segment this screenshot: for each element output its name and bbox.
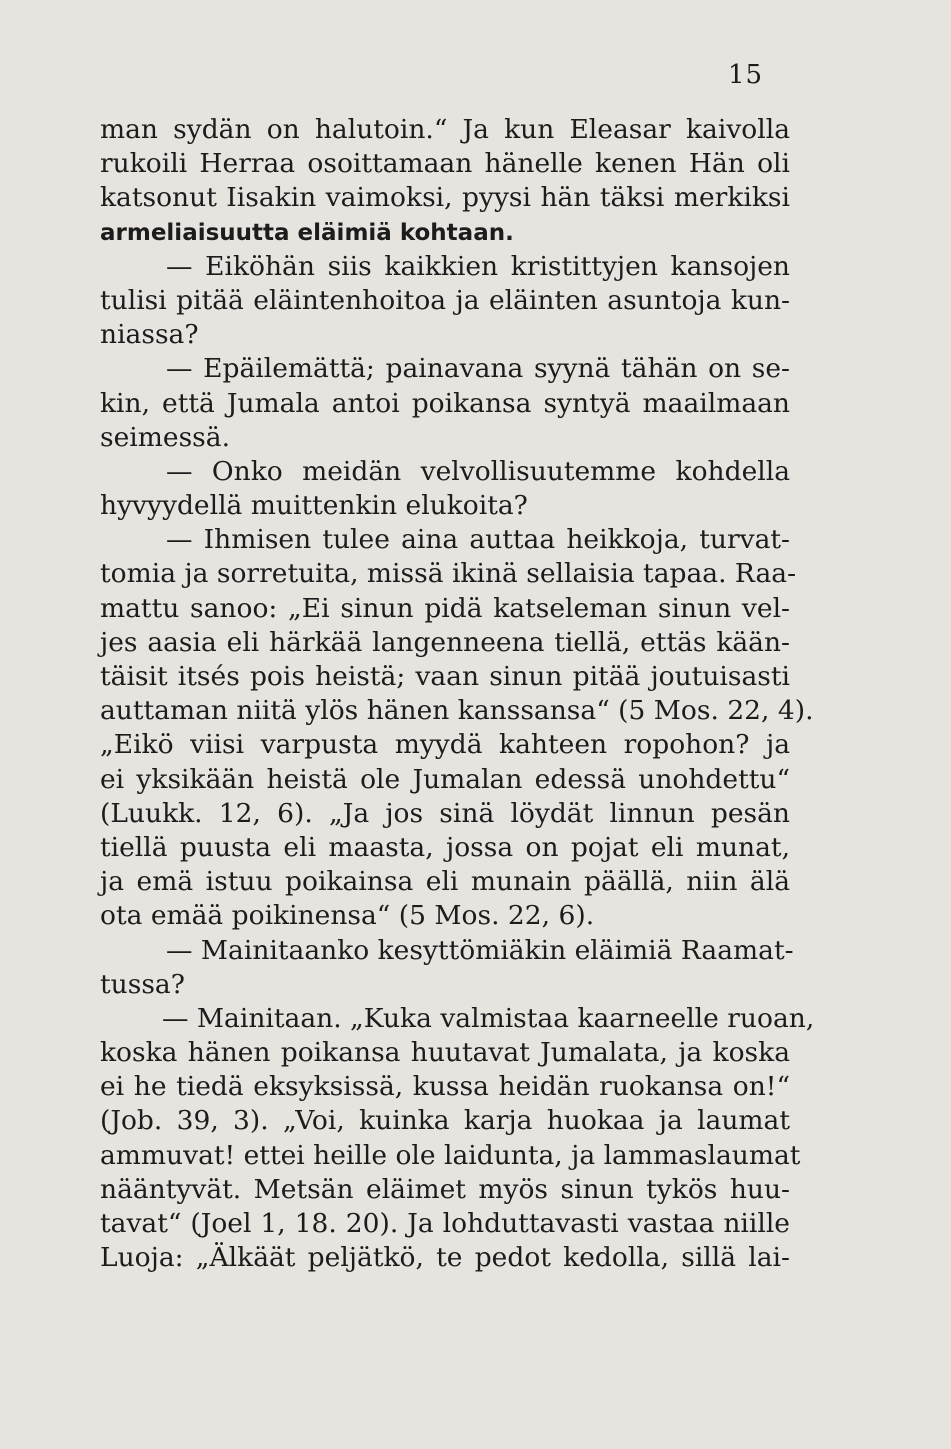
text-line: „Eikö viisi varpusta myydä kahteen ropohon? ja (100, 729, 790, 761)
text-line: (Luukk. 12, 6). „Ja jos sinä löydät linnun pesän (100, 797, 790, 829)
text-line: tomia ja sorretuita, missä ikinä sellaisia tapaa. Raa- (100, 558, 797, 590)
text-line: katsonut Iisakin vaimoksi, pyysi hän täksi merkiksi (100, 182, 790, 214)
text-line: — Onko meidän velvollisuutemme kohdella (166, 455, 790, 487)
text-line: — Mainitaan. „Kuka valmistaa kaarneelle ruoan, (162, 1002, 815, 1034)
text-line: — Ihmisen tulee aina auttaa heikkoja, turvat- (166, 524, 790, 556)
text-line: hyvyydellä muittenkin elukoita? (100, 490, 528, 522)
text-line: seimessä. (100, 421, 230, 453)
text-line: ammuvat! ettei heille ole laidunta, ja lammaslaumat (100, 1139, 801, 1171)
text-line: mattu sanoo: „Ei sinun pidä katseleman sinun vel- (100, 592, 790, 624)
text-line: (Job. 39, 3). „Voi, kuinka karja huokaa ja laumat (100, 1105, 790, 1137)
text-line: ei yksikään heistä ole Jumalan edessä unohdettu“ (100, 763, 790, 795)
text-line: niassa? (100, 319, 199, 351)
text-line: ja emä istuu poikainsa eli munain päällä, niin älä (100, 866, 790, 898)
text-line: — Mainitaanko kesyttömiäkin eläimiä Raamat- (166, 934, 794, 966)
text-line-bold: armeliaisuutta eläimiä kohtaan. (100, 219, 514, 246)
text-line: nääntyvät. Metsän eläimet myös sinun tykös huu- (100, 1173, 790, 1205)
text-line: jes aasia eli härkää langenneena tiellä, ettäs kään- (100, 626, 790, 658)
text-line: tulisi pitää eläintenhoitoa ja eläinten asuntoja kun- (100, 284, 790, 316)
text-line: tussa? (100, 968, 185, 1000)
text-line: Luoja: „Älkäät peljätkö, te pedot kedolla, sillä lai- (100, 1242, 790, 1274)
text-line: auttaman niitä ylös hänen kanssansa“ (5 Mos. 22, 4). (100, 695, 814, 727)
text-line: ei he tiedä eksyksissä, kussa heidän ruokansa on!“ (100, 1071, 790, 1103)
text-line: tiellä puusta eli maasta, jossa on pojat eli munat, (100, 831, 790, 863)
text-line: man sydän on halutoin.“ Ja kun Eleasar kaivolla (100, 114, 790, 145)
text-line: koska hänen poikansa huutavat Jumalata, ja koska (100, 1037, 790, 1069)
text-line: kin, että Jumala antoi poikansa syntyä maailmaan (100, 387, 790, 419)
text-line: — Eiköhän siis kaikkien kristittyjen kansojen (166, 250, 790, 282)
text-line: rukoili Herraa osoittamaan hänelle kenen Hän oli (100, 148, 790, 180)
text-line: ota emää poikinensa“ (5 Mos. 22, 6). (100, 900, 595, 932)
text-line: tavat“ (Joel 1, 18. 20). Ja lohduttavasti vastaa niille (100, 1208, 790, 1239)
text-line: täisit itsés pois heistä; vaan sinun pitää joutuisasti (100, 661, 790, 692)
text-line: — Epäilemättä; painavana syynä tähän on se- (166, 353, 790, 385)
page-number: 15 (728, 60, 764, 90)
body-text (100, 113, 815, 1275)
